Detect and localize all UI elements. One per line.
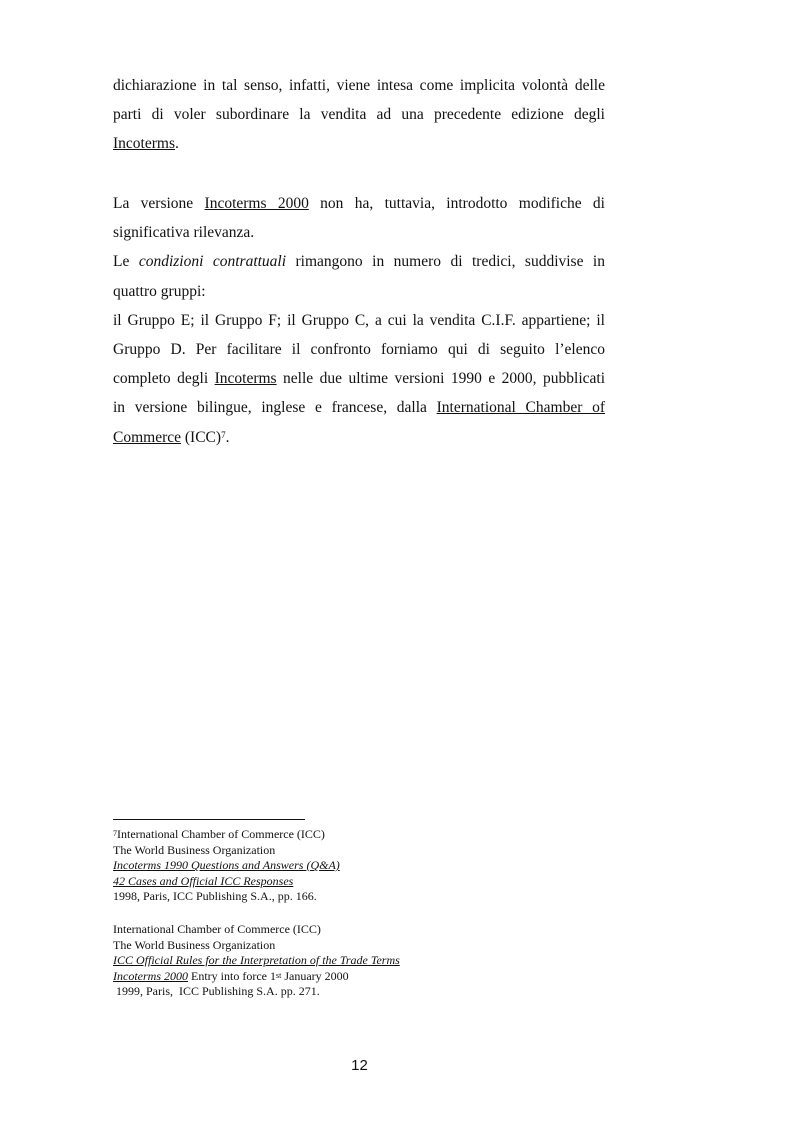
text-fragment: La versione	[113, 195, 205, 212]
incoterms-link[interactable]: Incoterms	[113, 135, 175, 153]
footnote-line: 1998, Paris, ICC Publishing S.A., pp. 166.	[113, 889, 317, 904]
footnote-title-link[interactable]: ICC Official Rules for the Interpretation of the Trade Terms	[113, 953, 400, 968]
text-fragment: rimangono in numero di tredici, suddivise in	[286, 253, 605, 271]
text-fragment: International Chamber of Commerce (ICC)	[117, 827, 325, 841]
footnote-line	[113, 827, 340, 843]
footnote-line	[113, 969, 400, 985]
footnote-separator	[113, 819, 305, 820]
paragraph-1	[113, 71, 605, 159]
text-fragment: January 2000	[281, 968, 349, 983]
footnote-marker: 7	[113, 829, 117, 838]
paragraph-1-line-3	[113, 129, 605, 158]
paragraph-2-line-2: significativa rilevanza.	[113, 224, 255, 242]
paragraph-2-line-1	[113, 189, 605, 218]
text-fragment: non ha, tuttavia, introdotto modifiche di	[308, 195, 605, 212]
period: .	[174, 135, 179, 153]
text-fragment: nelle due ultime versioni 1990 e 2000, pubblicati	[276, 370, 605, 388]
paragraph-1-line-1: dichiarazione in tal senso, infatti, viene intesa come implicita volontà delle	[113, 77, 605, 94]
footnote-line: The World Business Organization	[113, 842, 276, 857]
text-fragment: in versione bilingue, inglese e francese, dalla	[113, 399, 437, 417]
paragraph-1-line-2: parti di voler subordinare la vendita ad una precedente edizione degli	[113, 106, 605, 124]
footnote-block-1	[113, 827, 340, 905]
commerce-link[interactable]: Commerce	[113, 428, 182, 446]
text-fragment: .	[225, 428, 230, 446]
paragraph-2-line-6: Gruppo D. Per facilitare il confronto forniamo qui di seguito l’elenco	[113, 341, 605, 359]
page-number: 12	[351, 1057, 368, 1074]
incoterms-link-2[interactable]: Incoterms	[214, 370, 277, 388]
footnote-title-link[interactable]: 42 Cases and Official ICC Responses	[113, 873, 294, 888]
footnote-line: The World Business Organization	[113, 937, 276, 952]
italic-term: condizioni contrattuali	[138, 253, 287, 271]
text-fragment: Le	[113, 253, 139, 271]
paragraph-2	[113, 189, 605, 452]
paragraph-2-line-8	[113, 393, 605, 422]
text-fragment: (ICC)	[181, 428, 222, 446]
paragraph-2-line-4: quattro gruppi:	[113, 282, 206, 300]
paragraph-2-line-5: il Gruppo E; il Gruppo F; il Gruppo C, a cui la vendita C.I.F. appartiene; il	[113, 311, 605, 329]
text-fragment: Entry into force 1	[188, 968, 276, 983]
incoterms-2000-link[interactable]: Incoterms 2000	[204, 195, 309, 212]
footnote-reference[interactable]: 7	[221, 429, 226, 440]
ordinal-suffix: st	[275, 970, 282, 980]
paragraph-2-line-9	[113, 423, 605, 452]
footnote-block-2	[113, 922, 400, 1000]
paragraph-2-line-3	[113, 247, 605, 276]
footnote-line: 1999, Paris, ICC Publishing S.A. pp. 271.	[113, 984, 320, 999]
footnote-line: International Chamber of Commerce (ICC)	[113, 922, 321, 936]
footnote-title-link[interactable]: Incoterms 2000	[113, 968, 188, 983]
icc-link[interactable]: International Chamber of	[436, 399, 605, 417]
text-fragment: completo degli	[113, 370, 215, 388]
paragraph-2-line-7	[113, 364, 605, 393]
footnote-title-link[interactable]: Incoterms 1990 Questions and Answers (Q&A)	[113, 858, 340, 873]
